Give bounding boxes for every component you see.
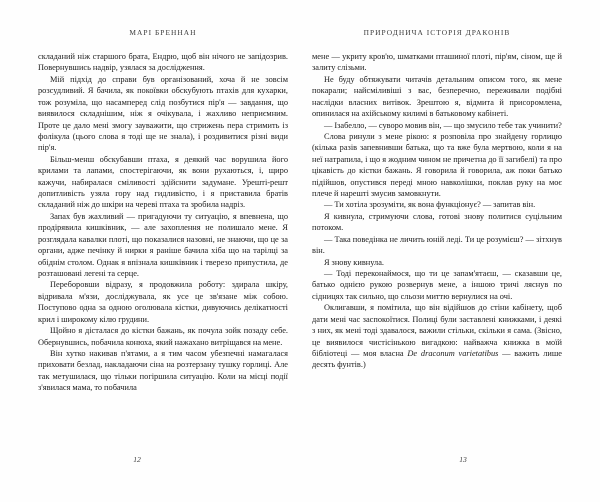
paragraph: Я знову кивнула. [324,257,384,267]
right-page-number: 13 [459,455,467,464]
paragraph-dialogue: — Тоді переконаймося, що ти це запам'ятаєш, — сказавши це, батько однією рукою розвернув мене, а іншою тричі ляснув по сідницях так сильно, що сльози миттю вернулися на очі. [312,269,562,301]
paragraph: Щойно я дісталася до кістки бажань, як почула зойк позаду себе. Обернувшись, побачила конюха, який нажахано витріщався на мене. [38,326,288,347]
right-page-text-column [312,51,562,371]
right-page [300,0,600,502]
left-page-running-head: МАРІ БРЕННАН [129,28,197,37]
paragraph: Запах був жахливий — пригадуючи ту ситуацію, я впевнена, що продірявила кишківник, — але захоплення не полишало мене. Я розглядала кавалки плоті, що показалися назовні, не знаючи, що це за органи, адже печінку й нирки я раніше бачила хіба що на тарілці за обіднім столом. Однак я впізнала кишківник і тверезо припустила, де розташовані легені та серце. [38,211,288,279]
paragraph-dialogue: — Така поведінка не личить юній леді. Ти це розумієш? — зітхнув він. [312,234,562,256]
paragraph-text-after-title: — важить лише десять фунтів.) [312,348,562,370]
paragraph-dialogue: — Ти хотіла зрозуміти, як вона функціонує? — запитав він. [324,200,536,210]
paragraph-text-before-title: Оклигавши, я помітила, що він відійшов до стіни кабінету, щоб дати мені час заспокоїтися. Полиці були заставлені книжками, і деякі з них, як мені тоді здавалося, важили стільки, скільки я сама. (Звісно, це виявилося чистісінькою вигадкою: найважча книжка в моїй бібліотеці — моя власна [312,303,562,358]
paragraph-with-book-title [312,302,562,371]
left-page-text-column [38,51,288,394]
paragraph: Не буду обтяжувати читачів детальним описом того, як мене покарали; найсміливіші з вас, безперечно, переживали подібні наслідки власних витівок. Зрештою я, відмита й присоромлена, опинилася на ахійському килимі в батьковому кабінеті. [312,74,562,119]
paragraph: Мій підхід до справи був організований, хоча й не зовсім розсудливий. Я бачила, як покоївки обскубують птахів для кухарки, тож розуміла, що насамперед слід позбутися пір'я — завдання, що виявилося складнішим, ніж я очікувала, і жахливо неприємним. Проте це дало мені змогу зауважити, що стрижень пера стримить із фолікула (цього слова я тоді ще не знала), і роздивитися різні види пір'я. [38,74,288,153]
book-title-italic: De draconum varietatibus [407,348,499,358]
paragraph: Переборовши відразу, я продовжила роботу: здирала шкіру, відривала м'язи, досліджувала, як усе це зв'язане між собою. Поступово одна за одною оголювала кістки, дивуючись делікатності крил і широкому кілю грудини. [38,280,288,324]
right-page-running-head: ПРИРОДНИЧА ІСТОРІЯ ДРАКОНІВ [363,28,511,37]
paragraph: Він хутко накивав п'ятами, а я тим часом убезпечні намагалася приховати безлад, накладаючи сіна на розтерзану тушку горлиці. Але так метушилася, що тільки погіршила ситуацію. Коли на місці події з'явилася мама, то побачила [38,348,288,393]
paragraph: Слова ринули з мене рікою: я розповіла про знайдену горлицю (кілька разів запевнивши батька, що та вже була мертвою, коли я на неї натрапила, і що я жодним чином не причетна до її загибелі) та про цікавість до кістки бажань. Я говорила й говорила, аж поки батько підійшов, опустився переді мною навколішки, поклав руку на моє плече й нарешті змусив замовкнути. [312,131,562,199]
paragraph: складаний ніж старшого брата, Ендрю, щоб він нічого не запідозрив. Повернувшись надвір, узялася за дослідження. [38,52,288,73]
paragraph: Більш-менш обскубавши птаха, я деякий час ворушила його крилами та лапами, спостерігаючи, як вони рухаються, і, щиро кажучи, набиралася сміливості здійснити задумане. Урешті-решт допитливість узяла гору над гидливістю, і я приставила братів складаний ніж до шкіри на череві птаха та зробила надріз. [38,154,288,210]
left-page-number: 12 [133,455,141,464]
paragraph-dialogue: — Ізабелло, — суворо мовив він, — що змусило тебе так учинити? [324,120,562,130]
paragraph: мене — укриту кров'ю, шматками пташиної плоті, пір'ям, сіном, ще й залиту слізьми. [312,52,562,73]
paragraph: Я кивнула, стримуючи слова, готові знову политися суцільним потоком. [312,211,562,233]
